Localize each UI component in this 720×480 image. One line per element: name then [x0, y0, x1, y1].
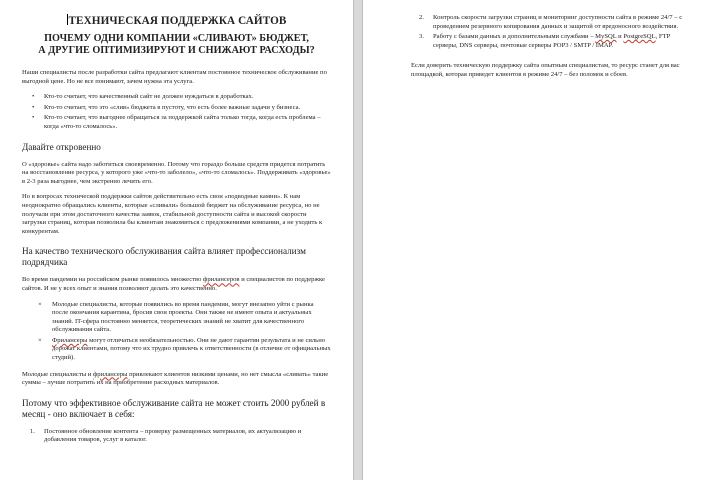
text-cursor	[67, 14, 68, 25]
heading-frankly: Давайте откровенно	[22, 141, 101, 152]
list-item: • Кто-то считает, что качественный сайт не должен нуждаться в доработках.	[32, 93, 254, 101]
paragraph-pandemic: Во время пандемии на российском рынке появилось множество фрилансеров и специалистов по поддержке сайтов. И не у всех опыт и знания позволяют делать это качественно.	[22, 276, 325, 292]
heading-quality: На качество технического обслуживания сайта влияет профессионализм подрядчика	[22, 246, 306, 268]
cross-bullet-icon: ×	[38, 300, 42, 308]
paragraph-health: О «здоровье» сайта надо заботиться своевременно. Потому что гораздо больше средств придется потратить на восстановление ресурса, у которого уже «что-то заболело», «что-то сломалось». Поддерживать «здоровье» в 2-3 раза выгоднее, чем экстренно лечить его.	[22, 160, 331, 185]
list-item: 2. Контроль скорости загрузки страниц и мониторинг доступности сайта в режиме 24/7 – с проведением резервного копирования данных и защитой от вредоносного воздействия.	[419, 14, 683, 30]
misspelled-word[interactable]: фрилансеры	[92, 370, 128, 378]
paragraph-young-specialists: Молодые специалисты и фрилансеры привлекают клиентов низкими ценами, но нет смысла «сливать» такие суммы – лучше потратить их на приобретение расходных материалов.	[22, 370, 329, 387]
cross-bullet-icon: ×	[38, 336, 42, 344]
list-item: • Кто-то считает, что выгоднее обращаться за поддержкой сайта только тогда, когда есть проблема – когда «что-то сломалось».	[32, 114, 321, 130]
document-title: ТЕХНИЧЕСКАЯ ПОДДЕРЖКА САЙТОВ	[68, 15, 287, 27]
misspelled-word[interactable]: фрилансеров	[203, 276, 240, 284]
document-page-1[interactable]	[0, 0, 354, 480]
misspelled-word[interactable]: PostgreSQL	[623, 33, 656, 41]
closing-paragraph: Если доверить техническую поддержку сайта опытным специалистам, то ресурс станет для вас площадкой, которая приведет клиентов в режиме 24/7 – без поломок и сбоев.	[411, 62, 680, 78]
bullet-dot-icon: •	[32, 103, 35, 111]
document-subtitle: ПОЧЕМУ ОДНИ КОМПАНИИ «СЛИВАЮТ» БЮДЖЕТ, А ДРУГИЕ ОПТИМИЗИРУЮТ И СНИЖАЮТ РАСХОДЫ?	[38, 33, 315, 56]
service-list-part1	[22, 428, 331, 445]
list-item: 1. Постоянное обновление контента – проверку размещенных материалов, их актуализацию и добавления товаров, услуг в каталог.	[30, 427, 302, 444]
heading-cost: Потому что эффективное обслуживание сайта не может стоить 2000 рублей в месяц - оно включает в себя:	[22, 397, 326, 419]
list-item: 3. Работу с базами данных и дополнительными службами – MySQL и PostgreSQL, FTP серверы, DNS серверы, почтовые серверы POP3 / SMTP / IMAP.	[419, 33, 671, 49]
list-item: × Молодые специалисты, которые появились во время пандемии, могут внезапно уйти с рынка после окончания карантина, бросив свои проекты. Они также не имеют опыта и актуальных знаний. IT-сфера постоянно меняется, теоретических знаний не хватит для качественного обслуживания сайта.	[38, 300, 314, 334]
paragraph-pitfalls: Но в вопросах технической поддержки сайтов действительно есть свои «подводные камни». К нам неоднократно обращались клиенты, которые «сливали» большой бюджет на обслуживание ресурса, но не получали при этом достаточного качества заявок, стабильной доступности сайта и высокой скорости загрузки страниц, которая позволила бы клиентам знакомиться с предложениями компании, а не уходить к конкурентам.	[22, 193, 323, 235]
service-list-part2	[411, 14, 694, 50]
risk-list	[22, 301, 331, 363]
opinion-list	[22, 93, 331, 131]
document-page-2[interactable]	[362, 0, 720, 480]
list-item: × Фрилансеры могут отличаться необязательностью. Они не дают гарантии результата и не сильно дорожат клиентами, потому что их трудно привлечь к ответственности (в отличие от официальных студий).	[38, 336, 331, 362]
bullet-dot-icon: •	[32, 93, 35, 101]
misspelled-word[interactable]: Фрилансеры	[52, 336, 88, 344]
misspelled-word[interactable]: MySQL	[595, 33, 617, 41]
list-item: • Кто-то считает, что это «слив» бюджета в пустоту, что есть более важные задачи у бизнеса.	[32, 103, 301, 111]
intro-paragraph: Наши специалисты после разработки сайта предлагают клиентам постоянное техническое обслуживание по выгодной цене. Но не все понимают, зачем нужна эта услуга.	[22, 69, 327, 85]
bullet-dot-icon: •	[32, 114, 35, 122]
